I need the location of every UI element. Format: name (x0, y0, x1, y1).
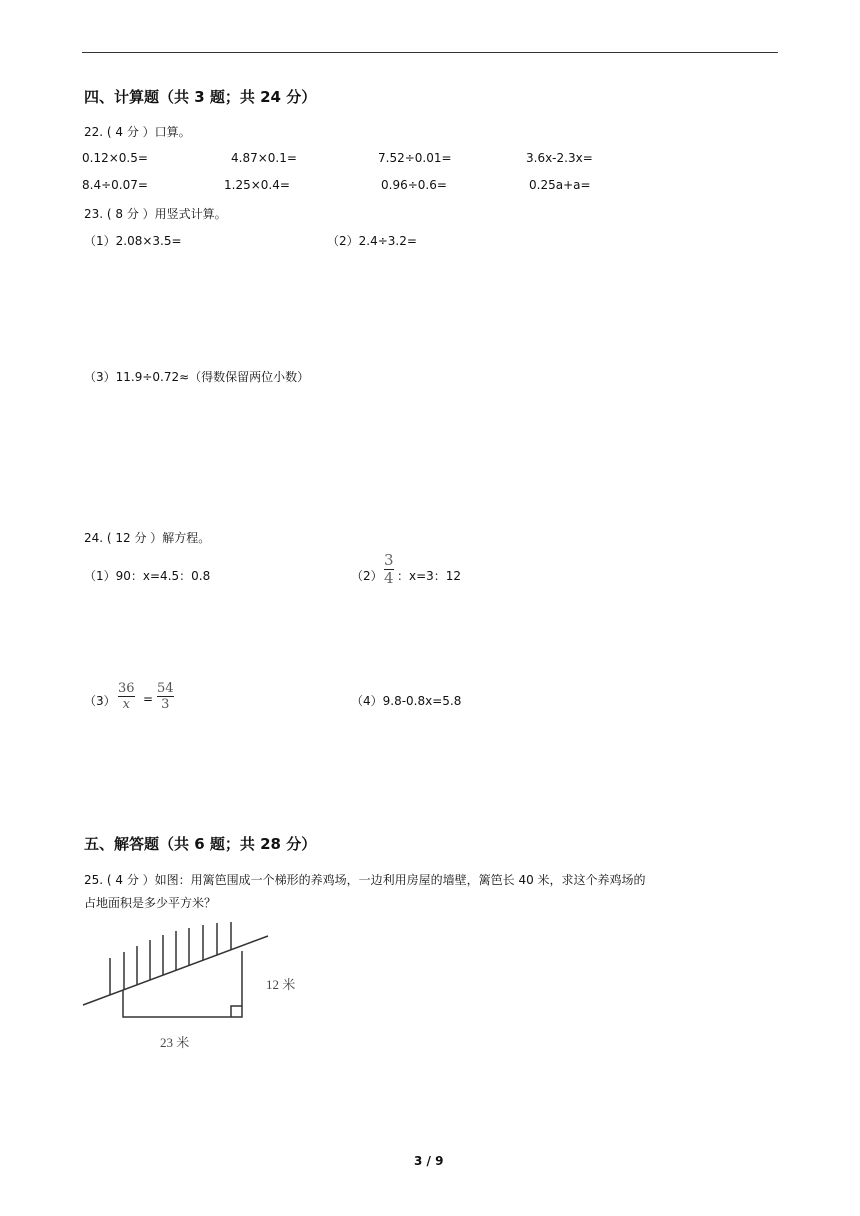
q24-heading: 24. ( 12 分 ）解方程。 (84, 531, 211, 545)
header-rule (82, 52, 778, 53)
trapezoid-figure (80, 915, 320, 1060)
fraction-denominator: 3 (161, 697, 170, 712)
q24-part2-fraction (384, 553, 394, 586)
q24-part3-equals: = (143, 692, 154, 706)
q22-item: 0.12×0.5= (82, 151, 148, 165)
q25-text-line2: 占地面积是多少平方米？ (84, 896, 217, 910)
fraction-numerator: 3 (384, 551, 394, 569)
q23-part2: （2）2.4÷3.2= (327, 234, 417, 248)
section-4-title: 四、计算题（共 3 题；共 24 分） (84, 88, 317, 106)
fraction-numerator: 54 (157, 681, 174, 696)
fraction-denominator: x (122, 697, 130, 712)
q22-item: 7.52÷0.01= (378, 151, 452, 165)
q22-item: 1.25×0.4= (224, 178, 290, 192)
q22-item: 0.96÷0.6= (381, 178, 447, 192)
section-5-title: 五、解答题（共 6 题；共 28 分） (84, 835, 317, 853)
height-label: 12 米 (266, 977, 296, 992)
q22-heading: 22. ( 4 分 ）口算。 (84, 125, 191, 139)
q22-item: 0.25a+a= (529, 178, 591, 192)
q22-item: 3.6x-2.3x= (526, 151, 593, 165)
q23-part1: （1）2.08×3.5= (84, 234, 182, 248)
q22-item: 4.87×0.1= (231, 151, 297, 165)
q24-part3-prefix: （3） (84, 694, 116, 708)
q24-part3-left-fraction (118, 682, 135, 711)
q23-part3: （3）11.9÷0.72≈（得数保留两位小数） (84, 370, 310, 384)
q24-part1: （1）90：x=4.5：0.8 (84, 569, 211, 583)
q24-part4: （4）9.8-0.8x=5.8 (351, 694, 462, 708)
fraction-denominator: 4 (384, 569, 394, 587)
q24-part2-prefix: （2） (351, 569, 383, 583)
q24-part3-right-fraction (157, 682, 174, 711)
q23-heading: 23. ( 8 分 ）用竖式计算。 (84, 207, 227, 221)
q25-text-line1: 25. ( 4 分 ）如图：用篱笆围成一个梯形的养鸡场，一边利用房屋的墙壁，篱笆长 40 米，求这个养鸡场的 (84, 873, 646, 887)
fraction-numerator: 36 (118, 681, 135, 696)
base-label: 23 米 (160, 1035, 190, 1050)
q22-item: 8.4÷0.07= (82, 178, 148, 192)
page-number: 3 / 9 (414, 1154, 444, 1168)
right-angle-mark (231, 1006, 242, 1017)
q24-part2-rest: ：x=3：12 (397, 569, 462, 583)
